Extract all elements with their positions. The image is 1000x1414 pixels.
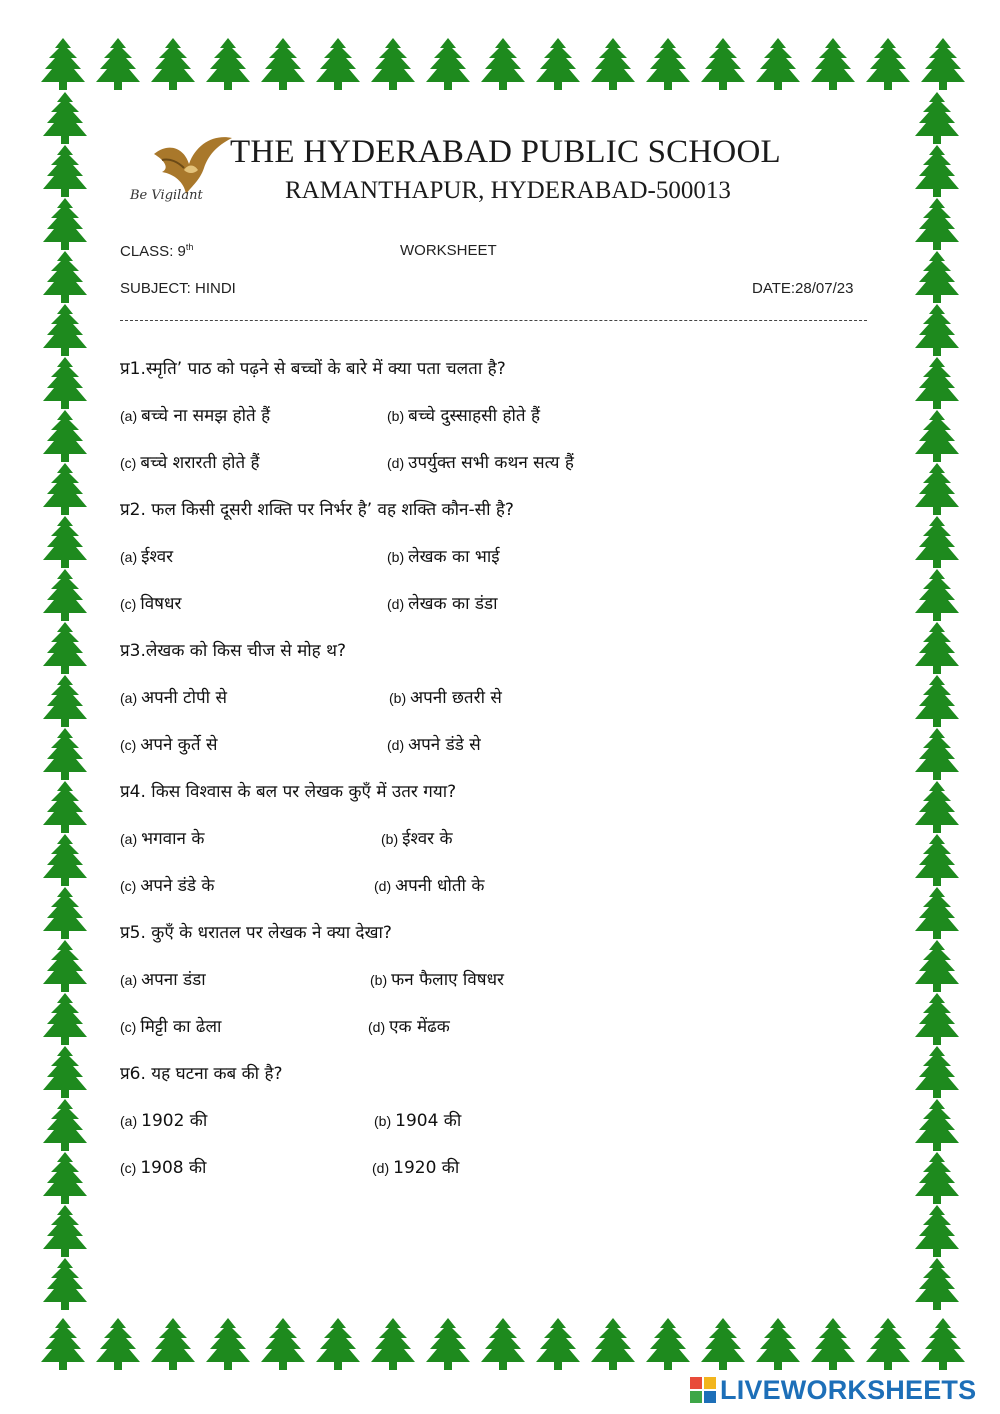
tree-icon xyxy=(481,1318,525,1370)
tree-icon xyxy=(43,834,87,886)
option-c[interactable]: (c) मिट्टी का ढेला xyxy=(120,1017,222,1037)
tree-icon xyxy=(43,463,87,515)
option-d[interactable]: (d) अपने डंडे से xyxy=(387,735,481,755)
option-a[interactable]: (a) अपना डंडा xyxy=(120,970,206,990)
tree-icon xyxy=(426,38,470,90)
tree-icon xyxy=(371,1318,415,1370)
tree-icon xyxy=(43,251,87,303)
option-a[interactable]: (a) ईश्वर xyxy=(120,547,174,567)
liveworksheets-branding[interactable] xyxy=(690,1375,976,1405)
tree-icon xyxy=(921,38,965,90)
tree-icon xyxy=(915,198,959,250)
tree-icon xyxy=(41,1318,85,1370)
tree-icon xyxy=(915,781,959,833)
tree-icon xyxy=(426,1318,470,1370)
tree-icon xyxy=(591,1318,635,1370)
tree-icon xyxy=(915,410,959,462)
tree-icon xyxy=(43,92,87,144)
tree-icon xyxy=(43,516,87,568)
tree-icon xyxy=(701,1318,745,1370)
question-text: प्र3.लेखक को किस चीज से मोह थ? xyxy=(120,641,346,661)
date-label: DATE:28/07/23 xyxy=(752,280,854,297)
tree-icon xyxy=(915,92,959,144)
tree-icon xyxy=(316,1318,360,1370)
tree-icon xyxy=(41,38,85,90)
tree-icon xyxy=(915,675,959,727)
tree-icon xyxy=(43,675,87,727)
tree-icon xyxy=(43,940,87,992)
tree-icon xyxy=(481,38,525,90)
tree-icon xyxy=(96,38,140,90)
tree-icon xyxy=(756,1318,800,1370)
tree-icon xyxy=(43,304,87,356)
tree-icon xyxy=(43,1046,87,1098)
question-text: प्र4. किस विश्वास के बल पर लेखक कुएँ में उतर गया? xyxy=(120,782,457,802)
tree-icon xyxy=(261,1318,305,1370)
school-header xyxy=(130,126,830,216)
school-motto: Be Vigilant xyxy=(130,188,203,203)
liveworksheets-text: LIVEWORKSHEETS xyxy=(720,1374,977,1405)
option-d[interactable]: (d) अपनी धोती के xyxy=(374,876,485,896)
tree-icon xyxy=(536,38,580,90)
option-b[interactable]: (b) बच्चे दुस्साहसी होते हैं xyxy=(387,406,541,426)
option-a[interactable]: (a) बच्चे ना समझ होते हैं xyxy=(120,406,271,426)
option-d[interactable]: (d) 1920 की xyxy=(372,1158,460,1178)
tree-icon xyxy=(915,940,959,992)
option-b[interactable]: (b) अपनी छतरी से xyxy=(389,688,502,708)
tree-icon xyxy=(261,38,305,90)
option-a[interactable]: (a) भगवान के xyxy=(120,829,205,849)
option-b[interactable]: (b) लेखक का भाई xyxy=(387,547,500,567)
tree-icon xyxy=(591,38,635,90)
dashed-divider xyxy=(120,320,867,321)
subject-label: SUBJECT: HINDI xyxy=(120,280,236,297)
tree-icon xyxy=(43,781,87,833)
option-c[interactable]: (c) 1908 की xyxy=(120,1158,207,1178)
tree-icon xyxy=(915,834,959,886)
tree-icon xyxy=(316,38,360,90)
tree-icon xyxy=(811,38,855,90)
school-address: RAMANTHAPUR, HYDERABAD-500013 xyxy=(285,177,731,204)
question-text: प्र5. कुएँ के धरातल पर लेखक ने क्या देखा? xyxy=(120,923,392,943)
worksheet-label: WORKSHEET xyxy=(400,242,497,259)
tree-icon xyxy=(43,1099,87,1151)
tree-icon xyxy=(915,622,959,674)
tree-icon xyxy=(43,887,87,939)
option-c[interactable]: (c) अपने डंडे के xyxy=(120,876,215,896)
tree-icon xyxy=(151,38,195,90)
question-text: प्र2. फल किसी दूसरी शक्ति पर निर्भर है’ वह शक्ति कौन-सी है? xyxy=(120,500,514,520)
tree-icon xyxy=(915,357,959,409)
tree-icon xyxy=(915,1205,959,1257)
tree-icon xyxy=(915,251,959,303)
tree-icon xyxy=(915,516,959,568)
tree-icon xyxy=(536,1318,580,1370)
tree-icon xyxy=(811,1318,855,1370)
tree-icon xyxy=(646,38,690,90)
tree-icon xyxy=(43,728,87,780)
option-c[interactable]: (c) अपने कुर्ते से xyxy=(120,735,218,755)
option-d[interactable]: (d) एक मेंढक xyxy=(368,1017,450,1037)
tree-icon xyxy=(646,1318,690,1370)
option-c[interactable]: (c) बच्चे शरारती होते हैं xyxy=(120,453,260,473)
option-c[interactable]: (c) विषधर xyxy=(120,594,182,614)
tree-icon xyxy=(915,1258,959,1310)
option-b[interactable]: (b) 1904 की xyxy=(374,1111,462,1131)
tree-icon xyxy=(151,1318,195,1370)
school-name: THE HYDERABAD PUBLIC SCHOOL xyxy=(230,134,781,170)
class-label: CLASS: 9th xyxy=(120,242,194,260)
tree-icon xyxy=(915,887,959,939)
tree-icon xyxy=(43,993,87,1045)
option-a[interactable]: (a) 1902 की xyxy=(120,1111,208,1131)
tree-icon xyxy=(915,569,959,621)
tree-icon xyxy=(915,728,959,780)
tree-icon xyxy=(43,145,87,197)
tree-icon xyxy=(43,1205,87,1257)
question-text: प्र1.स्मृति’ पाठ को पढ़ने से बच्चों के बारे में क्या पता चलता है? xyxy=(120,359,506,379)
tree-icon xyxy=(915,1046,959,1098)
tree-icon xyxy=(96,1318,140,1370)
tree-icon xyxy=(43,1152,87,1204)
tree-icon xyxy=(915,993,959,1045)
tree-icon xyxy=(43,1258,87,1310)
tree-icon xyxy=(866,38,910,90)
tree-icon xyxy=(915,304,959,356)
question-text: प्र6. यह घटना कब की है? xyxy=(120,1064,283,1084)
tree-icon xyxy=(915,1099,959,1151)
option-a[interactable]: (a) अपनी टोपी से xyxy=(120,688,227,708)
tree-icon xyxy=(866,1318,910,1370)
tree-icon xyxy=(701,38,745,90)
tree-icon xyxy=(756,38,800,90)
option-b[interactable]: (b) फन फैलाए विषधर xyxy=(370,970,505,990)
tree-icon xyxy=(921,1318,965,1370)
liveworksheets-logo-icon xyxy=(690,1377,716,1403)
tree-icon xyxy=(915,463,959,515)
tree-icon xyxy=(206,38,250,90)
tree-icon xyxy=(43,357,87,409)
option-b[interactable]: (b) ईश्वर के xyxy=(381,829,453,849)
tree-icon xyxy=(43,622,87,674)
tree-icon xyxy=(915,145,959,197)
tree-icon xyxy=(206,1318,250,1370)
tree-icon xyxy=(43,410,87,462)
option-d[interactable]: (d) लेखक का डंडा xyxy=(387,594,498,614)
option-d[interactable]: (d) उपर्युक्त सभी कथन सत्य हैं xyxy=(387,453,574,473)
tree-icon xyxy=(43,569,87,621)
tree-icon xyxy=(43,198,87,250)
tree-icon xyxy=(371,38,415,90)
tree-icon xyxy=(915,1152,959,1204)
